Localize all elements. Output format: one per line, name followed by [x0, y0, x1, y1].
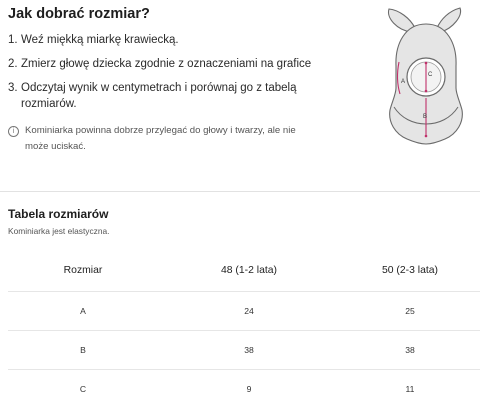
header-size-48: 48 (1-2 lata) — [158, 250, 340, 292]
step-3 — [8, 80, 338, 112]
guide-title: Jak dobrać rozmiar? — [8, 6, 150, 22]
step-number: 1. — [8, 32, 21, 48]
cell-value: 25 — [340, 292, 480, 331]
step-text: Odczytaj wynik w centymetrach i porównaj go z tabelą rozmiarów. — [21, 80, 338, 112]
row-label: C — [8, 370, 158, 408]
measure-b-bottom-dot — [425, 135, 428, 138]
cell-value: 9 — [158, 370, 340, 408]
fit-note-text: Kominiarka powinna dobrze przylegać do głowy i twarzy, ale nie może uciskać. — [25, 123, 308, 155]
step-2 — [8, 56, 338, 72]
cell-value: 38 — [340, 331, 480, 370]
table-header-row — [8, 250, 480, 292]
size-table — [8, 250, 480, 408]
row-label: A — [8, 292, 158, 331]
section-divider — [0, 191, 480, 192]
cell-value: 24 — [158, 292, 340, 331]
measure-label-b: B — [423, 114, 427, 120]
step-1 — [8, 32, 338, 48]
size-table-subtitle: Kominiarka jest elastyczna. — [8, 226, 109, 236]
table-row — [8, 292, 480, 331]
balaclava-diagram — [383, 6, 469, 156]
step-number: 3. — [8, 80, 21, 112]
fit-note — [8, 123, 308, 155]
size-table-title: Tabela rozmiarów — [8, 207, 108, 221]
measure-c-top-dot — [425, 62, 428, 65]
cell-value: 11 — [340, 370, 480, 408]
step-text: Zmierz głowę dziecka zgodnie z oznaczeniami na grafice — [21, 56, 311, 72]
header-size: Rozmiar — [8, 250, 158, 292]
info-icon: i — [8, 126, 19, 137]
step-text: Weź miękką miarkę krawiecką. — [21, 32, 179, 48]
table-row — [8, 370, 480, 408]
measurement-steps — [8, 32, 338, 120]
table-row — [8, 331, 480, 370]
header-size-50: 50 (2-3 lata) — [340, 250, 480, 292]
step-number: 2. — [8, 56, 21, 72]
cell-value: 38 — [158, 331, 340, 370]
measure-c-bottom-dot — [425, 90, 428, 93]
measure-label-a: A — [401, 79, 405, 85]
row-label: B — [8, 331, 158, 370]
measure-label-c: C — [428, 72, 433, 78]
